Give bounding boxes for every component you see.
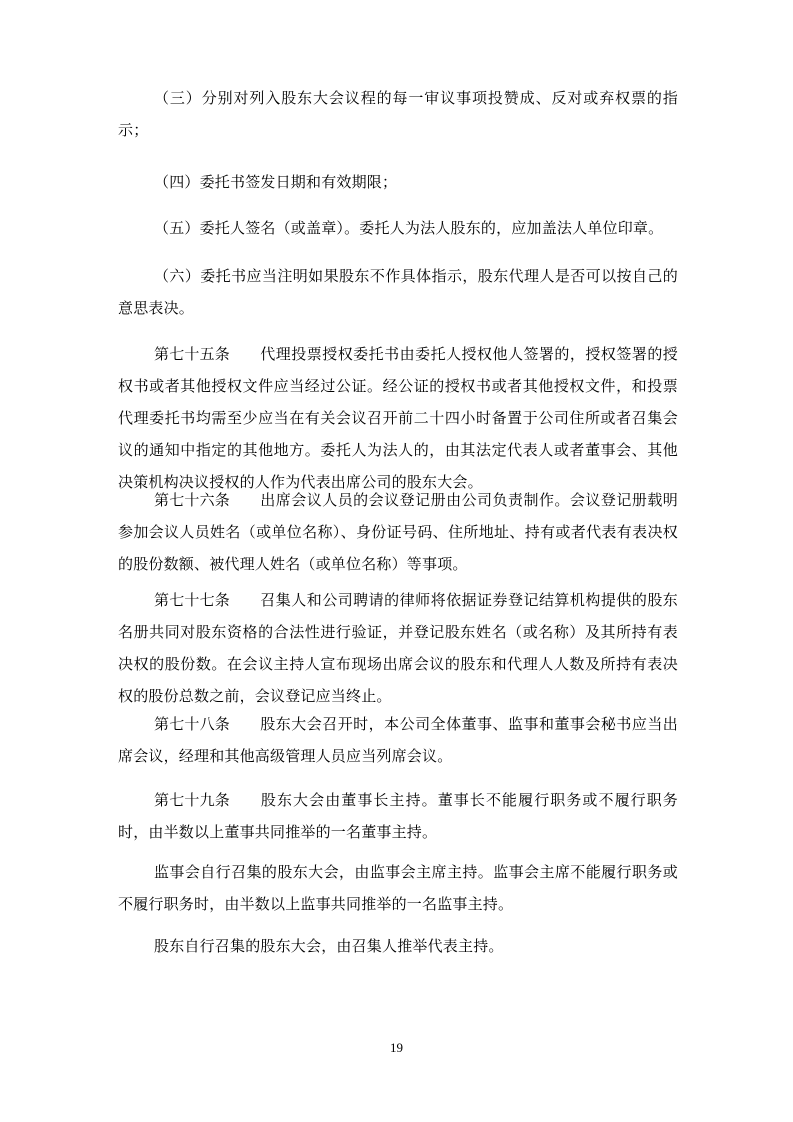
paragraph-text: （六）委托书应当注明如果股东不作具体指示，股东代理人是否可以按自己的意思表决。	[118, 267, 678, 317]
paragraph-text: （五）委托人签名（或盖章）。委托人为法人股东的，应加盖法人单位印章。	[154, 219, 664, 237]
article-number: 第七十八条	[154, 715, 231, 733]
article-text: 召集人和公司聘请的律师将依据证券登记结算机构提供的股东名册共同对股东资格的合法性进行验证，并登记股东姓名（或名称）及其所持有表决权的股份数。在会议主持人宣布现场出席会议的股东和代理人人数及所持有表决权的股份总数之前，会议登记应当终止。	[118, 591, 678, 705]
article-79	[118, 784, 678, 848]
article-77	[118, 584, 678, 712]
article-text: 股东大会召开时，本公司全体董事、监事和董事会秘书应当出席会议，经理和其他高级管理人员应当列席会议。	[118, 715, 678, 765]
article-76	[118, 484, 678, 580]
article-number: 第七十五条	[154, 345, 231, 363]
paragraph-supervisory-board	[118, 856, 678, 920]
article-number: 第七十六条	[154, 491, 231, 509]
paragraph-text: 股东自行召集的股东大会，由召集人推举代表主持。	[154, 937, 504, 955]
article-number: 第七十九条	[154, 791, 231, 809]
paragraph-text: （三）分别对列入股东大会议程的每一审议事项投赞成、反对或弃权票的指示；	[118, 89, 678, 139]
article-text: 代理投票授权委托书由委托人授权他人签署的，授权签署的授权书或者其他授权文件应当经过公证。经公证的授权书或者其他授权文件，和投票代理委托书均需至少应当在有关会议召开前二十四小时备置于公司住所或者召集会议的通知中指定的其他地方。委托人为法人的，由其法定代表人或者董事会、其他决策机构决议授权的人作为代表出席公司的股东大会。	[118, 345, 678, 491]
paragraph-item-3	[118, 82, 678, 146]
paragraph-text: 监事会自行召集的股东大会，由监事会主席主持。监事会主席不能履行职务或不履行职务时，由半数以上监事共同推举的一名监事主持。	[118, 863, 678, 913]
paragraph-item-4	[118, 166, 678, 198]
paragraph-item-5	[118, 212, 678, 244]
page-number: 19	[390, 1040, 403, 1055]
paragraph-shareholder-convened	[118, 930, 678, 962]
article-text: 股东大会由董事长主持。董事长不能履行职务或不履行职务时，由半数以上董事共同推举的一名董事主持。	[118, 791, 678, 841]
article-78	[118, 708, 678, 772]
article-75	[118, 338, 678, 498]
article-text: 出席会议人员的会议登记册由公司负责制作。会议登记册载明参加会议人员姓名（或单位名称）、身份证号码、住所地址、持有或者代表有表决权的股份数额、被代理人姓名（或单位名称）等事项。	[118, 491, 678, 573]
paragraph-text: （四）委托书签发日期和有效期限；	[154, 173, 398, 191]
article-number: 第七十七条	[154, 591, 231, 609]
paragraph-item-6	[118, 260, 678, 324]
